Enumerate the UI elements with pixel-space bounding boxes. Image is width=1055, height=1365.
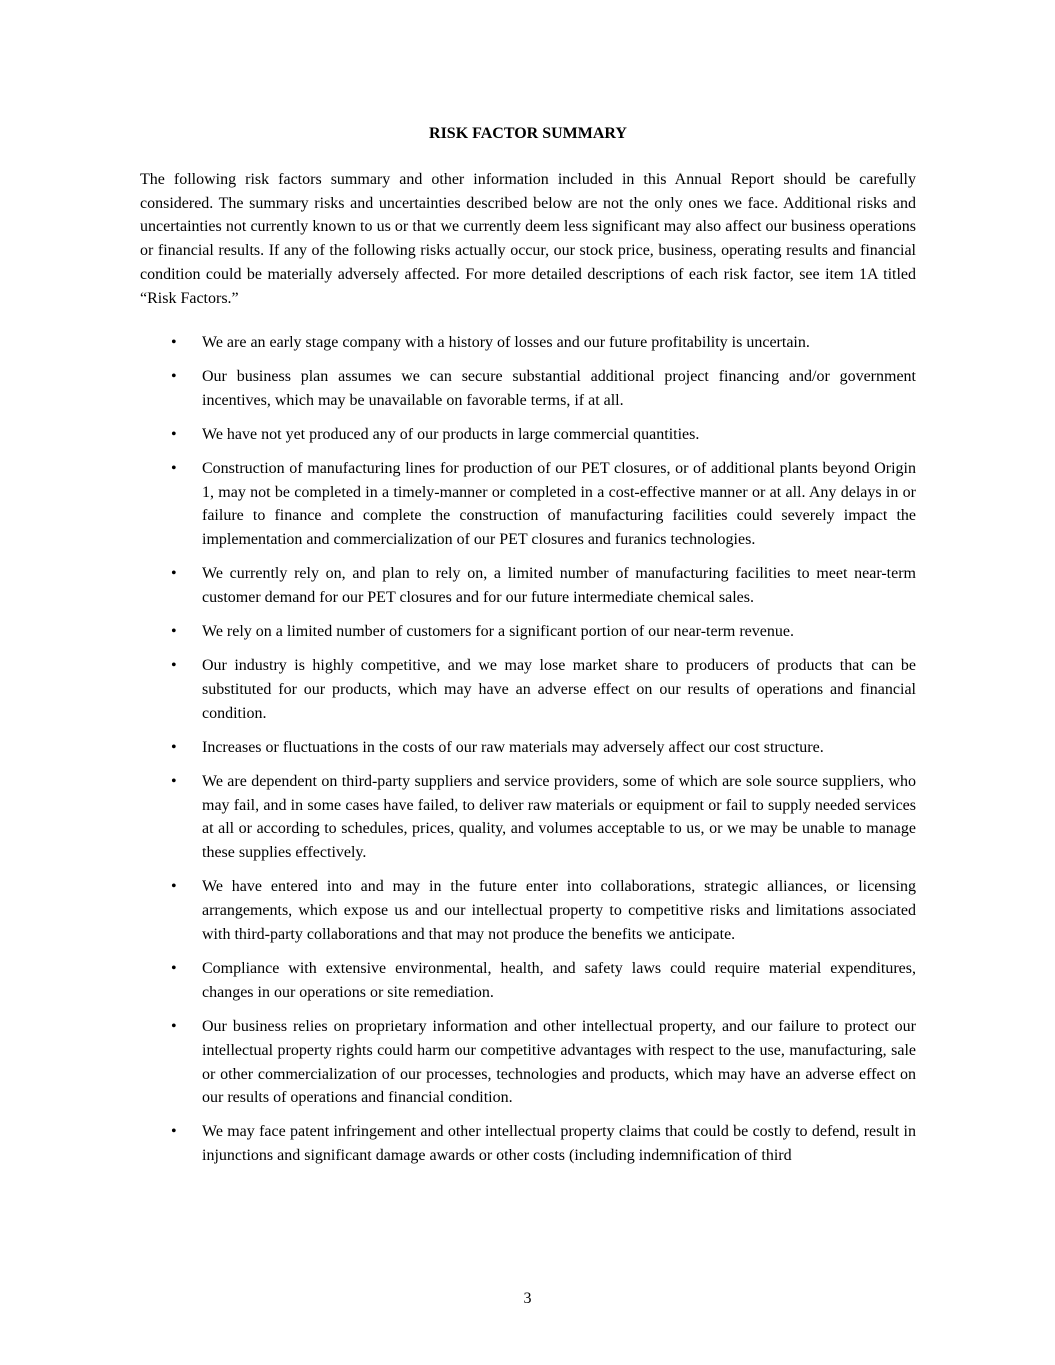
list-item (140, 770, 916, 866)
bullet-icon: • (171, 738, 177, 756)
bullet-icon: • (171, 1123, 177, 1141)
bullet-icon: • (171, 367, 177, 385)
list-item (140, 423, 916, 447)
risk-text: Our industry is highly competitive, and we may lose market share to producers of products that can be substituted for our products, which may have an adverse effect on our results of operations and financial condition. (202, 656, 916, 722)
bullet-icon: • (171, 565, 177, 583)
risk-text: We are an early stage company with a history of losses and our future profitability is uncertain. (202, 334, 810, 351)
bullet-icon: • (171, 878, 177, 896)
risk-text: We currently rely on, and plan to rely on, a limited number of manufacturing facilities to meet near-term customer demand for our PET closures and for our future intermediate chemical sales. (202, 565, 916, 607)
risk-list (140, 331, 916, 1178)
page-number: 3 (523, 1290, 532, 1307)
list-item (140, 736, 916, 760)
risk-text: Our business plan assumes we can secure substantial additional project financing and/or government incentives, which may be unavailable on favorable terms, if at all. (202, 367, 916, 409)
risk-text: We are dependent on third-party suppliers and service providers, some of which are sole source suppliers, who may fail, and in some cases have failed, to deliver raw materials or equipment or fail to supply needed services at all or according to schedules, prices, quality, and volumes acceptable to us, or we may be unable to manage these supplies effectively. (202, 772, 916, 862)
risk-text: Our business relies on proprietary information and other intellectual property, and our failure to protect our intellectual property rights could harm our competitive advantages with respect to the use, manufacturing, sale or other commercialization of our processes, technologies and products, which may have an adverse effect on our results of operations and financial condition. (202, 1017, 916, 1107)
risk-text: We have not yet produced any of our products in large commercial quantities. (202, 425, 700, 443)
list-item (140, 957, 916, 1005)
risk-text: Compliance with extensive environmental, health, and safety laws could require material expenditures, changes in our operations or site remediation. (202, 959, 916, 1001)
intro-paragraph: The following risk factors summary and other information included in this Annual Report should be carefully considered. The summary risks and uncertainties described below are not the only ones we face. Additional risks and uncertainties not currently known to us or that we currently deem less significant may also affect our business operations or financial results. If any of the following risks actually occur, our stock price, business, operating results and financial condition could be materially adversely affected. For more detailed descriptions of each risk factor, see item 1A titled “Risk Factors.” (140, 171, 916, 307)
list-item (140, 1015, 916, 1111)
list-item (140, 562, 916, 610)
risk-text: We have entered into and may in the future enter into collaborations, strategic alliances, or licensing arrangements, which expose us and our intellectual property to competitive risks and limitations associated with third-party collaborations and that may not produce the benefits we anticipate. (202, 878, 916, 944)
list-item (140, 457, 916, 553)
bullet-icon: • (171, 425, 177, 443)
list-item (140, 875, 916, 947)
list-item (140, 331, 916, 355)
risk-text: We rely on a limited number of customers for a significant portion of our near-term revenue. (202, 623, 794, 641)
list-item (140, 1120, 916, 1168)
risk-text: We may face patent infringement and other intellectual property claims that could be costly to defend, result in injunctions and significant damage awards or other costs (including indemnification of third (202, 1123, 916, 1165)
bullet-icon: • (171, 772, 177, 790)
list-item (140, 620, 916, 644)
list-item (140, 654, 916, 726)
risk-text: Construction of manufacturing lines for production of our PET closures, or of additional plants beyond Origin 1, may not be completed in a timely-manner or completed in a cost-effective manner or at all. Any delays in or failure to finance and complete the construction of manufacturing facilities could severely impact the implementation and commercialization of our PET closures and furanics technologies. (202, 459, 916, 549)
bullet-icon: • (171, 1017, 177, 1035)
bullet-icon: • (171, 656, 177, 674)
bullet-icon: • (171, 459, 177, 477)
list-item (140, 365, 916, 413)
bullet-icon: • (171, 334, 177, 351)
bullet-icon: • (171, 623, 177, 641)
bullet-icon: • (171, 959, 177, 977)
page-title: RISK FACTOR SUMMARY (429, 125, 627, 142)
risk-text: Increases or fluctuations in the costs of our raw materials may adversely affect our cost structure. (202, 738, 824, 756)
